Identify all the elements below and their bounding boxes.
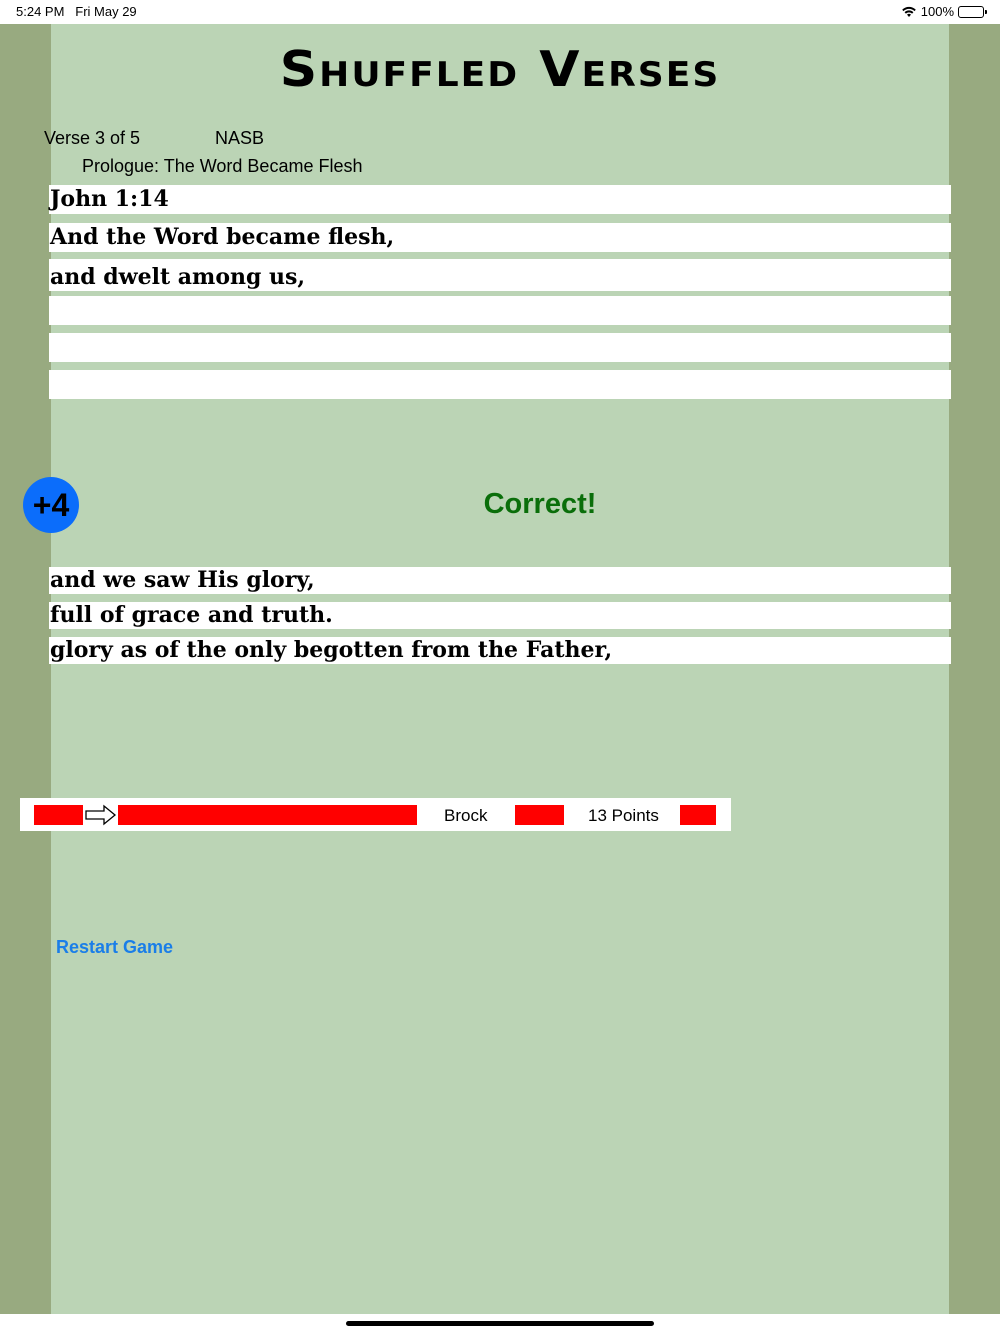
game-title: Shuffled Verses	[279, 41, 721, 99]
feedback-message: Correct!	[483, 488, 597, 520]
section-title: Prologue: The Word Became Flesh	[82, 156, 363, 176]
player-color-swatch	[34, 805, 83, 825]
game-board	[51, 24, 949, 1314]
restart-game-button[interactable]: Restart Game	[56, 937, 174, 957]
left-side-panel	[0, 24, 51, 1314]
choice-line-text: full of grace and truth.	[50, 602, 333, 628]
battery-icon	[958, 6, 984, 18]
empty-line-slot[interactable]	[49, 370, 951, 399]
choice-line-text: glory as of the only begotten from the Father,	[50, 637, 613, 663]
status-bar	[0, 0, 1000, 24]
status-date: Fri May 29	[75, 4, 137, 19]
choice-line[interactable]	[49, 602, 951, 629]
empty-line-slot[interactable]	[49, 333, 951, 362]
points-awarded-badge: +4	[23, 477, 79, 533]
player-score-bar	[20, 798, 731, 831]
status-right	[901, 4, 984, 19]
placed-line-text: and dwelt among us,	[50, 264, 306, 290]
player-name: Brock	[444, 806, 488, 825]
placed-line-slot	[49, 185, 951, 214]
placed-line-slot	[49, 259, 951, 291]
wifi-icon	[901, 6, 917, 18]
right-arrow-icon	[85, 804, 117, 826]
home-indicator[interactable]	[346, 1321, 654, 1326]
player-color-swatch	[680, 805, 716, 825]
choice-line[interactable]	[49, 637, 951, 664]
choice-line-text: and we saw His glory,	[50, 567, 315, 593]
verse-reference: John 1:14	[50, 186, 169, 212]
placed-line-text: And the Word became flesh,	[50, 224, 395, 250]
placed-line-slot	[49, 223, 951, 252]
player-color-swatch	[515, 805, 564, 825]
translation-label: NASB	[215, 128, 265, 148]
battery-percent: 100%	[920, 4, 954, 19]
player-progress-bar	[118, 805, 417, 825]
right-side-panel	[949, 24, 1000, 1314]
choice-line[interactable]	[49, 567, 951, 594]
verse-count: Verse 3 of 5	[44, 128, 141, 148]
player-score: 13 Points	[588, 806, 659, 825]
empty-line-slot[interactable]	[49, 296, 951, 325]
status-time	[16, 4, 137, 19]
status-time-value: 5:24 PM	[16, 4, 65, 19]
